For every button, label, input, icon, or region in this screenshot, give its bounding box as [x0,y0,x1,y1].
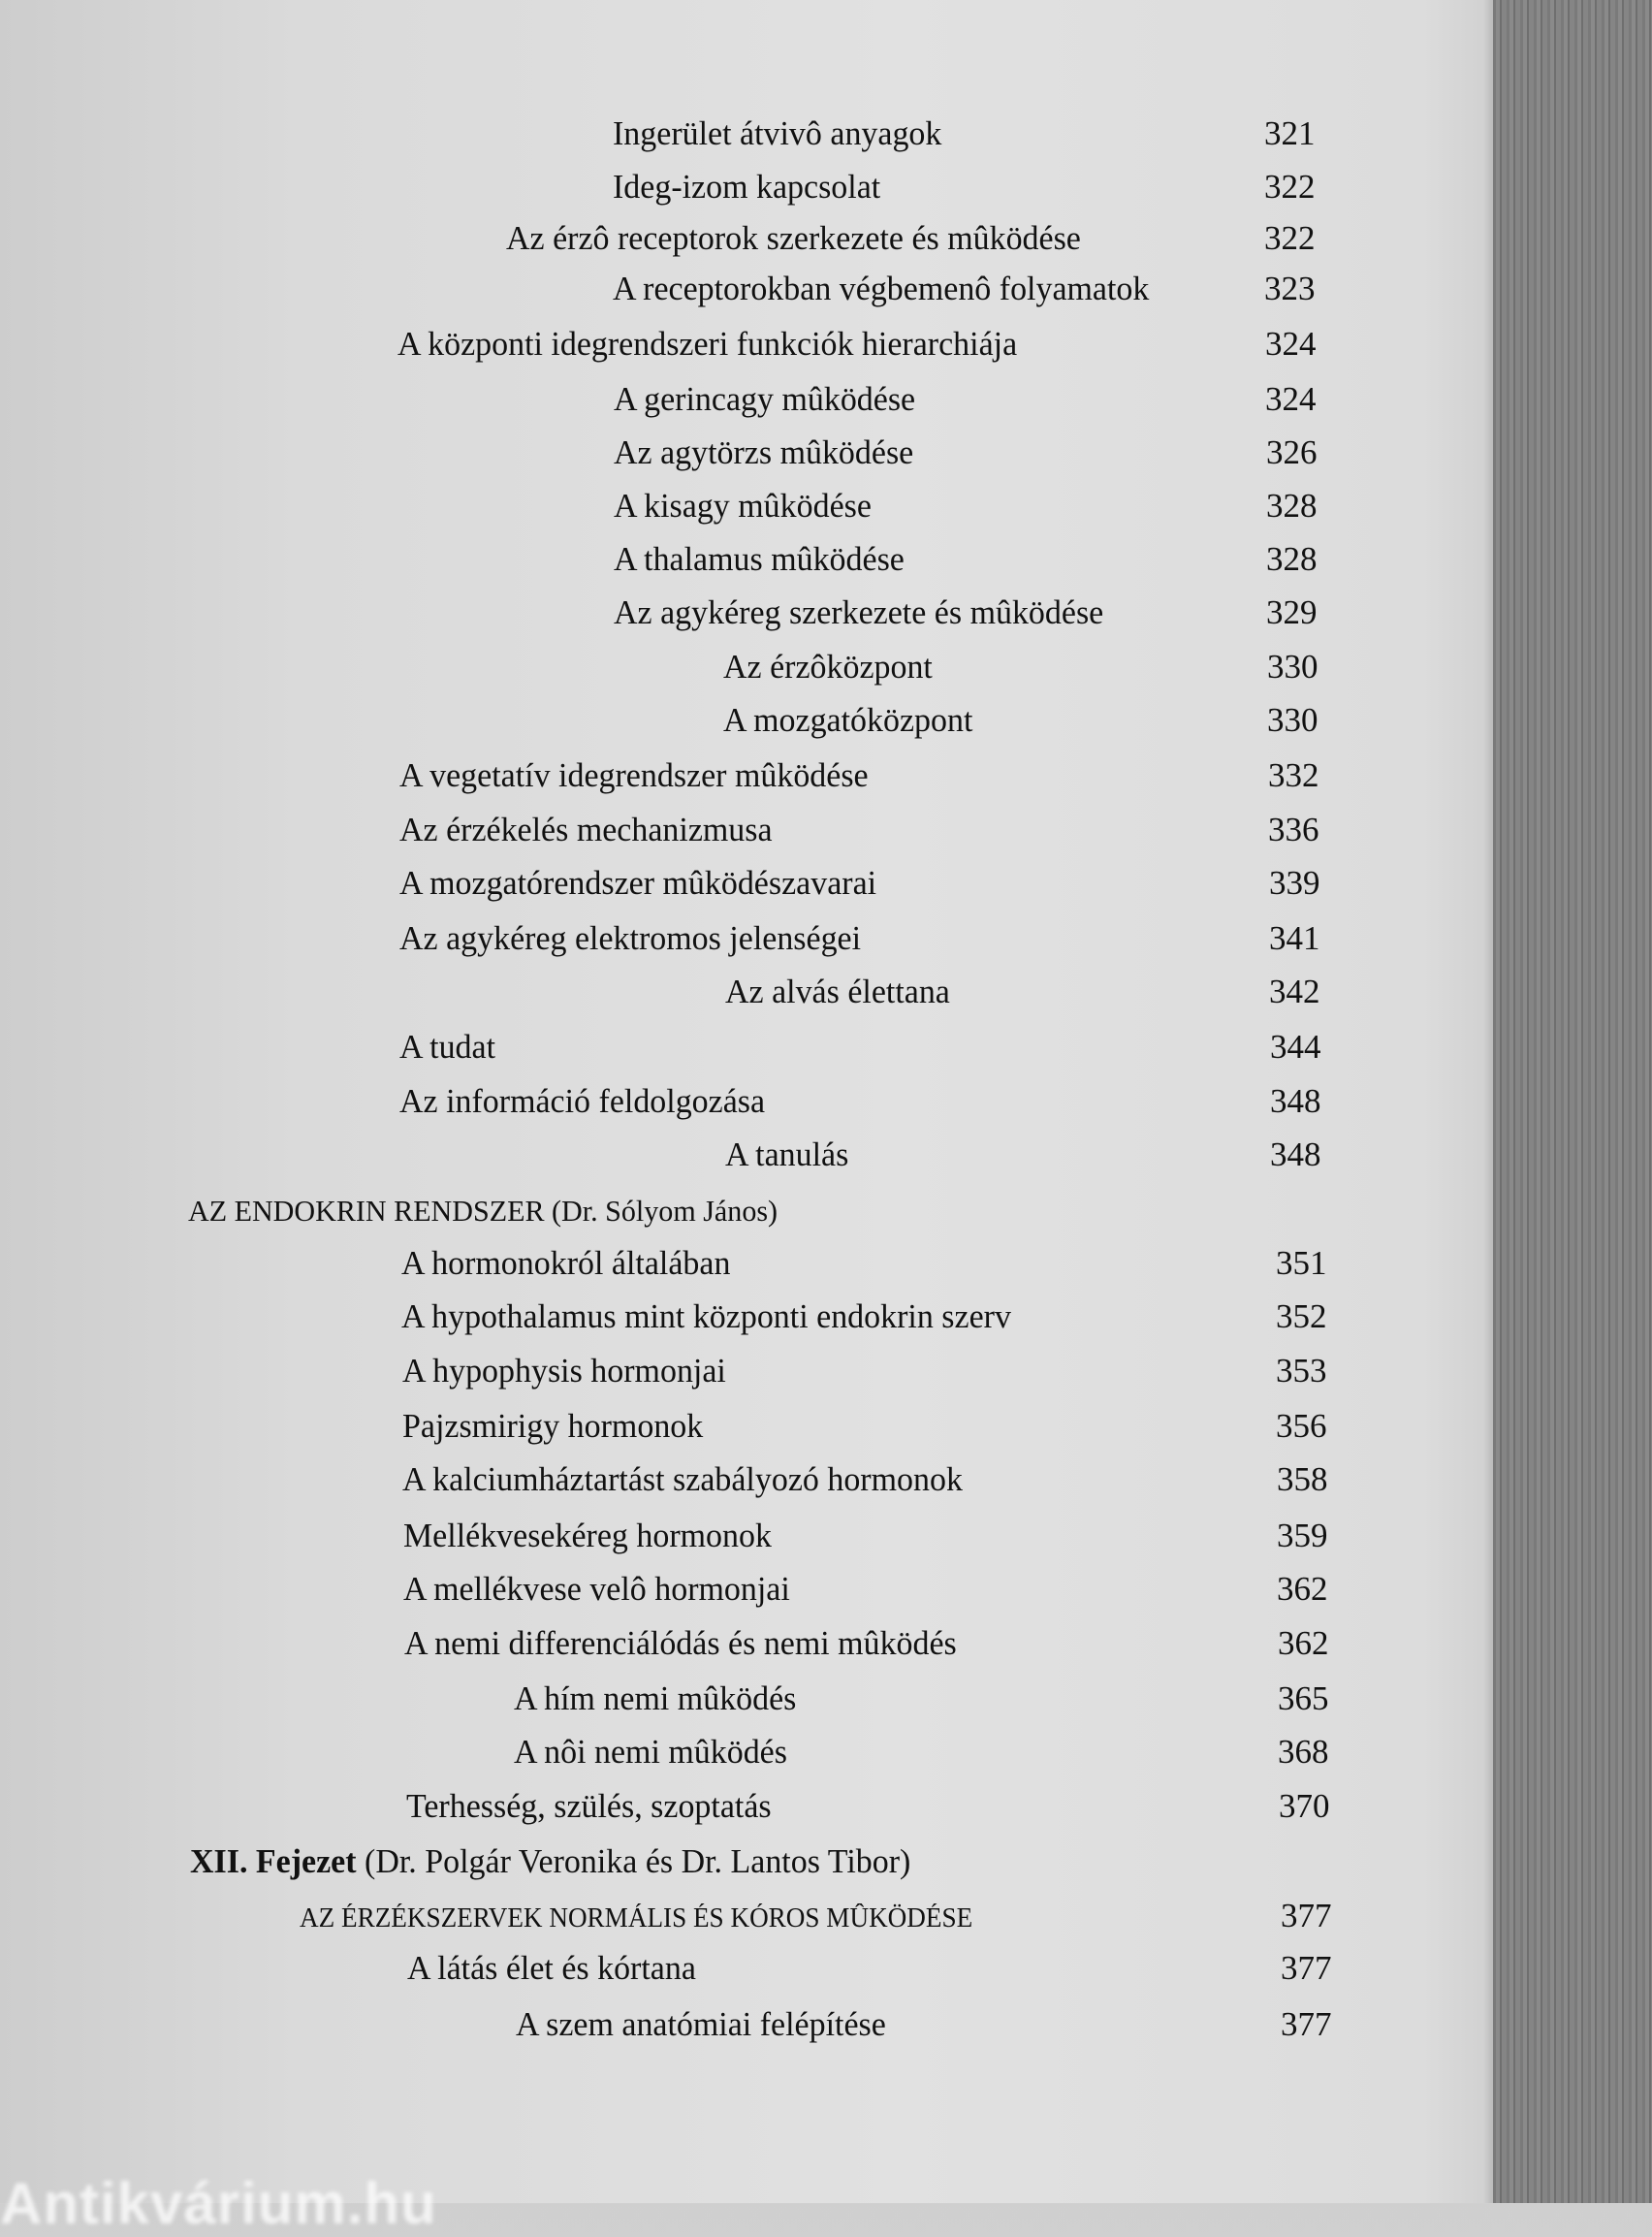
toc-page-number: 330 [1267,648,1318,686]
toc-page-number: 330 [1267,701,1318,739]
toc-page-number: 322 [1264,168,1316,206]
toc-page-number: 342 [1269,973,1320,1010]
toc-entry [613,268,1149,310]
toc-entry-title: Az érzékelés mechanizmusa [399,811,773,848]
toc-entry-title: A tudat [399,1028,496,1066]
toc-entry [397,323,1017,366]
toc-entry [399,1080,765,1123]
toc-entry-title: A kalciumháztartást szabályozó hormonok [402,1460,963,1498]
toc-page-number: 356 [1276,1407,1327,1445]
toc-page-number: 328 [1266,487,1318,525]
toc-entry [404,1622,957,1665]
toc-entry [723,699,972,742]
toc-entry [399,1026,495,1069]
toc-entry-title: Az agytörzs mûködése [614,433,914,471]
toc-entry [402,1405,703,1448]
toc-entry-title: Mellékvesekéreg hormonok [403,1517,772,1554]
toc-entry [725,971,950,1013]
toc-entry [614,378,915,421]
toc-page-number: 322 [1264,219,1316,257]
toc-entry-title: A mellékvese velô hormonjai [403,1570,790,1608]
toc-page-number: 336 [1268,811,1319,848]
toc-entry-title: A thalamus mûködése [614,540,905,578]
toc-page-number: 348 [1270,1082,1321,1120]
toc-entry-authors: (Dr. Polgár Veronika és Dr. Lantos Tibor) [356,1842,911,1880]
toc-entry [407,1947,696,1990]
toc-page-number: 358 [1277,1460,1328,1498]
toc-entry-title: A receptorokban végbemenô folyamatok [613,270,1150,307]
toc-entry [725,1134,848,1176]
toc-entry-title: A hormonokról általában [401,1244,731,1282]
toc-page-number: 368 [1278,1733,1329,1771]
toc-entry [399,862,876,905]
toc-page-number: 329 [1266,593,1318,631]
toc-entry-title: Terhesség, szülés, szoptatás [406,1787,772,1825]
toc-entry [614,538,905,581]
toc-entry [406,1785,772,1828]
toc-entry-title: Az információ feldolgozása [399,1082,766,1120]
toc-entry-title: A szem anatómiai felépítése [516,2005,886,2043]
toc-entry-title: A vegetatív idegrendszer mûködése [399,756,869,794]
toc-entry-title: A hypothalamus mint központi endokrin szerv [401,1297,1011,1335]
toc-entry-title: A nemi differenciálódás és nemi mûködés [404,1624,957,1662]
toc-entry [614,485,872,527]
toc-entry-title: A tanulás [725,1135,849,1173]
toc-entry-title: A hím nemi mûködés [514,1679,797,1717]
toc-entry [399,754,869,797]
toc-entry [506,217,1081,260]
toc-entry-title: A központi idegrendszeri funkciók hierarchiája [397,325,1018,363]
toc-page-number: 339 [1269,864,1320,902]
toc-entry [188,1189,778,1232]
toc-page-number: 326 [1266,433,1318,471]
toc-page-number: 362 [1277,1570,1328,1608]
toc-entry-title: Az agykéreg elektromos jelenségei [399,919,862,957]
toc-entry-title: A kisagy mûködése [614,487,872,525]
watermark: Antikvárium.hu [0,2171,437,2236]
toc-page-number: 324 [1265,325,1317,363]
toc-entry-title: AZ ENDOKRIN RENDSZER (Dr. Sólyom János) [188,1194,778,1228]
toc-page-number: 324 [1265,380,1317,418]
toc-entry-title: AZ ÉRZÉKSZERVEK NORMÁLIS ÉS KÓROS MÛKÖDÉSE [300,1903,973,1933]
toc-entry-title: A mozgatórendszer mûködészavarai [399,864,877,902]
toc-page-number: 332 [1268,756,1319,794]
toc-page-number: 341 [1269,919,1320,957]
toc-entry [399,809,773,851]
toc-entry [402,1350,726,1392]
toc-entry [613,112,941,155]
toc-page-number: 365 [1278,1679,1329,1717]
toc-entry [401,1295,1011,1338]
toc-entry [723,646,933,688]
toc-entry [514,1731,787,1774]
toc-entry-title: A hypophysis hormonjai [402,1352,726,1390]
toc-page-number: 377 [1281,1949,1332,1987]
toc-entry-title: Ideg-izom kapcsolat [613,168,881,206]
toc-entry-title: Az alvás élettana [725,973,950,1010]
toc-entry [399,917,861,960]
toc-entry-title: A gerincagy mûködése [614,380,916,418]
toc-entry [403,1568,790,1611]
toc-entry-title: XII. Fejezet [190,1842,357,1880]
toc-entry-title: A látás élet és kórtana [407,1949,696,1987]
toc-page-number: 377 [1281,1897,1332,1934]
toc-entry [613,166,880,208]
toc-entry-title: A mozgatóközpont [723,701,973,739]
toc-page-number: 328 [1266,540,1318,578]
toc-entry-title: Az érzô receptorok szerkezete és mûködése [506,219,1081,257]
toc-entry [514,1678,796,1720]
toc-entry-title: Pajzsmirigy hormonok [402,1407,704,1445]
toc-entry [300,1895,972,1940]
toc-entry [401,1242,730,1285]
toc-page-number: 377 [1281,2005,1332,2043]
toc-page-number: 353 [1276,1352,1327,1390]
toc-page-number: 344 [1270,1028,1321,1066]
toc-entry [516,2003,886,2046]
toc-entry [403,1515,772,1557]
toc-entry-title: A nôi nemi mûködés [514,1733,787,1771]
toc-entry [402,1458,963,1501]
toc-page-number: 351 [1276,1244,1327,1282]
toc-page-number: 370 [1279,1787,1330,1825]
toc-page-number: 352 [1276,1297,1327,1335]
toc-entry [190,1840,910,1883]
toc-page-number: 359 [1277,1517,1328,1554]
toc-entry-title: Ingerület átvivô anyagok [613,114,942,152]
toc-entry [614,431,913,474]
toc-entry [614,591,1103,634]
toc-page-number: 323 [1264,270,1316,307]
toc-page-number: 348 [1270,1135,1321,1173]
toc-entry-title: Az agykéreg szerkezete és mûködése [614,593,1104,631]
toc-page-number: 321 [1264,114,1316,152]
toc-page-number: 362 [1278,1624,1329,1662]
book-edge [1493,0,1652,2203]
toc-entry-title: Az érzôközpont [723,648,933,686]
